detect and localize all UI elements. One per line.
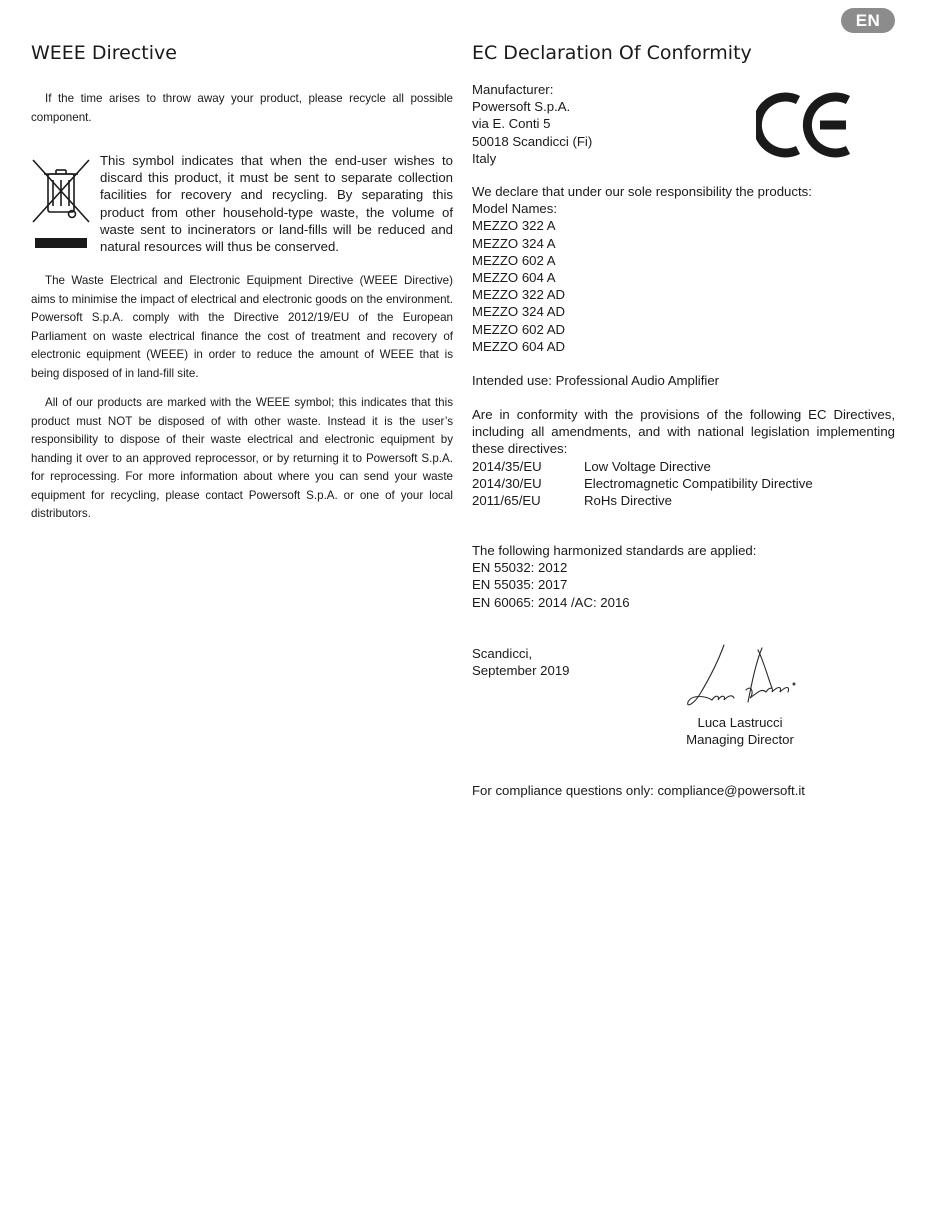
directive-code: 2014/35/EU <box>472 458 542 474</box>
signer-title: Managing Director <box>686 732 794 748</box>
weee-intro: If the time arises to throw away your product, please recycle all possible component. <box>31 92 453 124</box>
directive-row <box>472 458 895 475</box>
directive-name: Low Voltage Directive <box>584 458 711 474</box>
model-name: MEZZO 322 AD <box>472 287 566 303</box>
directive-code: 2011/65/EU <box>472 493 541 509</box>
ec-title: EC Declaration Of Conformity <box>472 42 752 64</box>
manufacturer-line: Powersoft S.p.A. <box>472 99 571 115</box>
declaration-text: We declare that under our sole responsibility the products: <box>472 184 812 199</box>
standard-item: EN 55032: 2012 <box>472 560 568 576</box>
manufacturer-line: via E. Conti 5 <box>472 116 551 132</box>
language-badge: EN <box>841 8 895 33</box>
date: September 2019 <box>472 663 570 679</box>
signer-name: Luca Lastrucci <box>697 715 783 730</box>
directive-code: 2014/30/EU <box>472 475 542 491</box>
model-name: MEZZO 602 A <box>472 252 556 268</box>
model-name: MEZZO 604 A <box>472 270 556 286</box>
model-name: MEZZO 602 AD <box>472 321 566 337</box>
model-name: MEZZO 322 A <box>472 218 556 234</box>
weee-paragraph-1: The Waste Electrical and Electronic Equipment Directive (WEEE Directive) aims to minimise the impact of electrical and electronic goods on the environment. Powersoft S.p.A. comply with the Directive 2012/19/EU of the European Parliament on waste electrical finance the cost of treatment and recovery of electronic equipment (WEEE) in order to reduce the amount of WEEE that is being disposed of in land-fill site. <box>31 274 453 380</box>
directive-name: RoHs Directive <box>584 493 672 509</box>
conformity-text: Are in conformity with the provisions of the following EC Directives, including all amendments, and with national legislation implementing these directives: <box>472 407 895 457</box>
directive-name: Electromagnetic Compatibility Directive <box>584 475 813 491</box>
standard-item: EN 55035: 2017 <box>472 577 568 593</box>
intended-use: Intended use: Professional Audio Amplifier <box>472 373 720 388</box>
standard-item: EN 60065: 2014 /AC: 2016 <box>472 594 630 610</box>
model-names-label: Model Names: <box>472 201 558 217</box>
products-block <box>472 183 895 355</box>
weee-title: WEEE Directive <box>31 42 177 64</box>
signature-image <box>682 642 802 712</box>
standards-block <box>472 542 895 611</box>
place: Scandicci, <box>472 646 533 661</box>
compliance-block <box>472 782 895 799</box>
weee-para2-block <box>31 394 453 524</box>
model-name: MEZZO 324 A <box>472 235 556 251</box>
directive-row <box>472 492 895 509</box>
manufacturer-line: Italy <box>472 150 497 166</box>
weee-paragraph-2: All of our products are marked with the WEEE symbol; this indicates that this product must NOT be disposed of with other waste. Instead it is the user’s responsibility to dispose of their waste electrical and electronic equipment by handing it over to an approved reprocessor, or by returning it to Powersoft S.p.A. for reprocessing. For more information about where you can send your waste equipment for recycling, please contact Powersoft S.p.A. or one of your local distributors. <box>31 396 453 520</box>
model-name: MEZZO 324 AD <box>472 304 566 320</box>
conformity-block <box>472 406 895 509</box>
compliance-contact: For compliance questions only: compliance@powersoft.it <box>472 783 805 798</box>
manufacturer-label: Manufacturer: <box>472 82 554 97</box>
standards-label: The following harmonized standards are applied: <box>472 543 757 558</box>
weee-para1-block <box>31 272 453 383</box>
intended-use-block <box>472 372 895 389</box>
directive-row <box>472 475 895 492</box>
manufacturer-block <box>472 81 895 167</box>
weee-intro-block <box>31 90 453 127</box>
manufacturer-line: 50018 Scandicci (Fi) <box>472 133 593 149</box>
crossed-bin-icon <box>31 156 91 248</box>
signer-block <box>660 714 820 748</box>
model-name: MEZZO 604 AD <box>472 338 566 354</box>
weee-symbol-text: This symbol indicates that when the end-user wishes to discard this product, it must be sent to separate collection facilities for recovery and recycling. By separating this product from other household-type waste, the volume of waste sent to incinerators or land-fills will be reduced and natural resources will thus be conserved. <box>100 153 453 255</box>
